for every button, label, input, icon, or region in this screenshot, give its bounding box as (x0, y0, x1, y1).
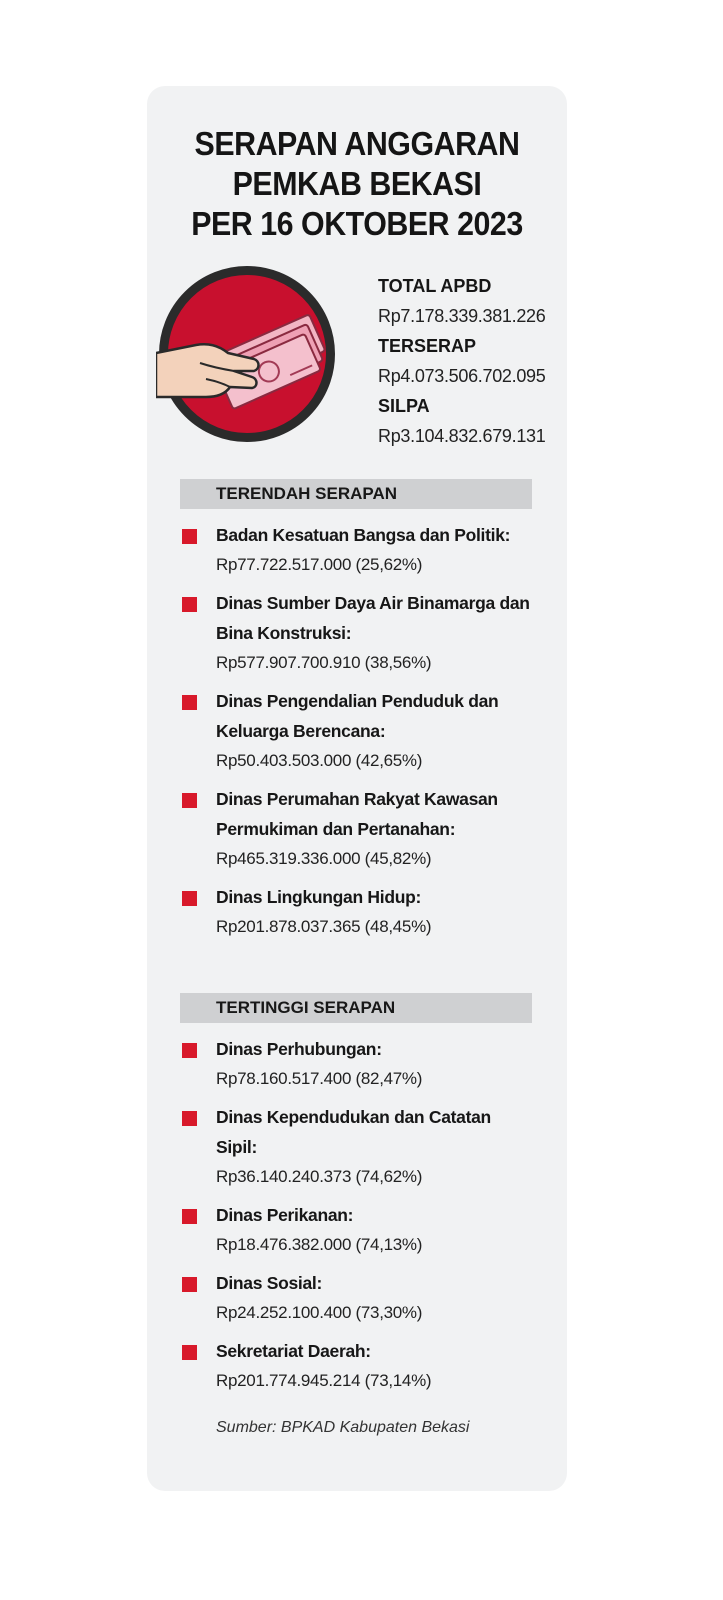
lowest-list (180, 520, 540, 942)
list-item (180, 1200, 540, 1260)
item-value: Rp24.252.100.400 (73,30%) (216, 1303, 423, 1322)
list-item (180, 1102, 540, 1192)
budget-summary (378, 271, 568, 451)
item-name: Bina Konstruksi: (216, 623, 352, 643)
item-value: Rp465.319.336.000 (45,82%) (216, 849, 432, 868)
item-value: Rp201.774.945.214 (73,14%) (216, 1371, 432, 1390)
bullet-square-icon (182, 891, 197, 906)
title-line: PEMKAB BEKASI (232, 165, 482, 202)
item-name: Permukiman dan Pertanahan: (216, 819, 456, 839)
item-name: Badan Kesatuan Bangsa dan Politik: (216, 525, 511, 545)
highest-section-header: TERTINGGI SERAPAN (180, 993, 532, 1023)
bullet-square-icon (182, 1277, 197, 1292)
item-value: Rp36.140.240.373 (74,62%) (216, 1167, 423, 1186)
title-line: PER 16 OKTOBER 2023 (191, 205, 523, 242)
item-value: Rp577.907.700.910 (38,56%) (216, 653, 432, 672)
list-item (180, 1034, 540, 1094)
item-name: Sipil: (216, 1137, 257, 1157)
bullet-square-icon (182, 1209, 197, 1224)
bullet-square-icon (182, 695, 197, 710)
list-item (180, 520, 540, 580)
total-apbd-value: Rp7.178.339.381.226 (378, 306, 546, 326)
bullet-square-icon (182, 1345, 197, 1360)
list-item (180, 784, 540, 874)
item-name: Sekretariat Daerah: (216, 1341, 371, 1361)
title-line: SERAPAN ANGGARAN (194, 125, 520, 162)
list-item (180, 588, 540, 678)
bullet-square-icon (182, 529, 197, 544)
item-value: Rp78.160.517.400 (82,47%) (216, 1069, 423, 1088)
bullet-square-icon (182, 793, 197, 808)
item-value: Rp77.722.517.000 (25,62%) (216, 555, 423, 574)
infographic-title (164, 124, 550, 244)
item-name: Dinas Perhubungan: (216, 1039, 382, 1059)
bullet-square-icon (182, 597, 197, 612)
item-name: Dinas Perikanan: (216, 1205, 354, 1225)
item-name: Keluarga Berencana: (216, 721, 386, 741)
bullet-square-icon (182, 1111, 197, 1126)
item-value: Rp50.403.503.000 (42,65%) (216, 751, 423, 770)
highest-list (180, 1034, 540, 1396)
source-note: Sumber: BPKAD Kabupaten Bekasi (216, 1419, 470, 1436)
silpa-label: SILPA (378, 396, 430, 416)
infographic-card (147, 86, 567, 1491)
list-item (180, 1268, 540, 1328)
absorbed-label: TERSERAP (378, 336, 477, 356)
list-item (180, 882, 540, 942)
silpa-value: Rp3.104.832.679.131 (378, 426, 546, 446)
item-name: Dinas Perumahan Rakyat Kawasan (216, 789, 498, 809)
list-item (180, 1336, 540, 1396)
absorbed-value: Rp4.073.506.702.095 (378, 366, 546, 386)
bullet-square-icon (182, 1043, 197, 1058)
item-name: Dinas Lingkungan Hidup: (216, 887, 422, 907)
lowest-section-header: TERENDAH SERAPAN (180, 479, 532, 509)
item-value: Rp18.476.382.000 (74,13%) (216, 1235, 423, 1254)
list-item (180, 686, 540, 776)
item-name: Dinas Pengendalian Penduduk dan (216, 691, 499, 711)
item-name: Dinas Kependudukan dan Catatan (216, 1107, 491, 1127)
hand-holding-money-icon (156, 293, 346, 423)
money-badge (159, 266, 335, 442)
item-name: Dinas Sosial: (216, 1273, 322, 1293)
item-value: Rp201.878.037.365 (48,45%) (216, 917, 432, 936)
item-name: Dinas Sumber Daya Air Binamarga dan (216, 593, 530, 613)
total-apbd-label: TOTAL APBD (378, 276, 492, 296)
